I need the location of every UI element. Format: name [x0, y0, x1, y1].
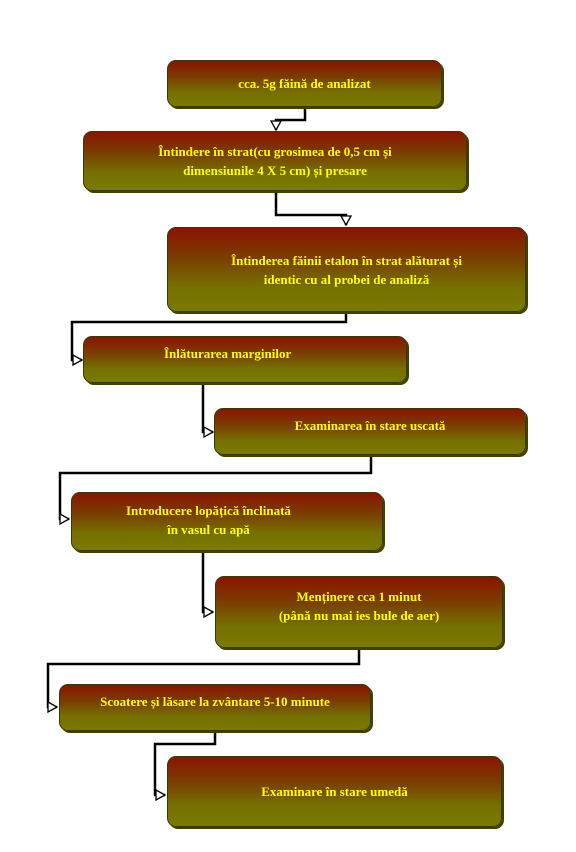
flow-step-8	[59, 684, 371, 731]
connector-4-5	[203, 383, 213, 432]
arrowhead-4	[204, 427, 213, 437]
flow-step-6-label: Introducere lopățică înclinată în vasul cu apă	[126, 503, 291, 537]
arrowhead-1	[271, 121, 281, 130]
arrowhead-6	[204, 607, 213, 617]
flow-step-6	[71, 492, 383, 551]
arrowhead-2	[341, 216, 351, 225]
connector-6-7	[203, 551, 213, 612]
flow-step-5-label: Examinarea în stare uscată	[294, 418, 446, 433]
arrowhead-5	[60, 514, 69, 524]
flow-step-8-label: Scoatere și lăsare la zvântare 5-10 minute	[100, 694, 330, 709]
flow-step-1-label: cca. 5g făină de analizat	[238, 76, 371, 91]
flow-step-4	[83, 336, 407, 383]
flow-step-4-label: Înlăturarea marginilor	[164, 346, 292, 361]
flow-step-2-label: Întindere în strat(cu grosimea de 0,5 cm și dimensiunile 4 X 5 cm) și presare	[158, 144, 392, 178]
flow-step-2	[83, 131, 467, 191]
arrowhead-7	[48, 702, 57, 712]
flow-step-9-label: Examinare în stare umedă	[261, 784, 408, 799]
connector-2-3	[276, 191, 346, 225]
flow-step-7	[215, 576, 503, 648]
flow-step-3-label: Întinderea făinii etalon în strat alăturat și identic cu al probei de analiză	[231, 252, 462, 287]
flow-step-7-label: Menținere cca 1 minut (până nu mai ies bule de aer)	[278, 589, 440, 623]
flow-step-1	[167, 60, 442, 107]
flow-step-5	[214, 408, 526, 455]
flow-step-3	[167, 227, 526, 312]
connector-1-2	[276, 107, 305, 130]
flow-step-9	[167, 756, 502, 827]
arrowhead-3	[73, 355, 82, 365]
arrowhead-8	[156, 790, 165, 800]
